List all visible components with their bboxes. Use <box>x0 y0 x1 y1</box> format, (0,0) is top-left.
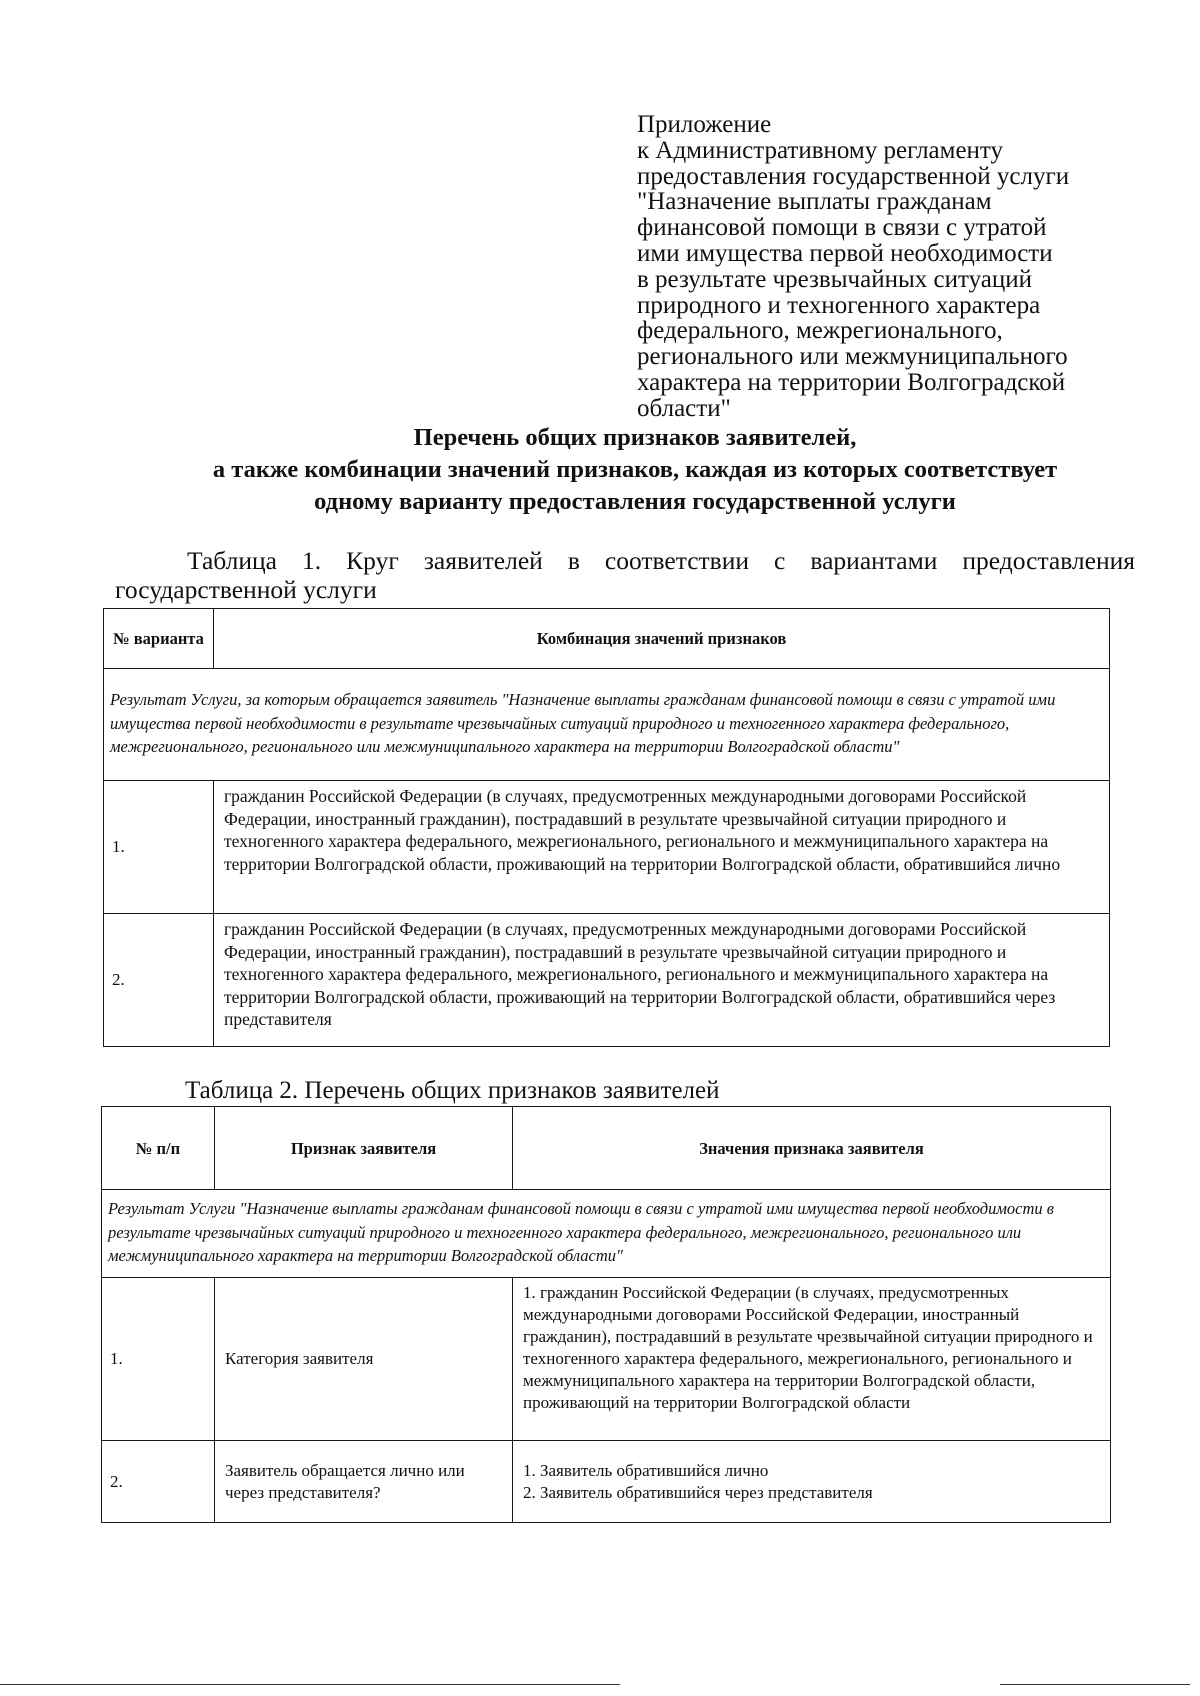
table2-caption: Таблица 2. Перечень общих признаков заявителей <box>185 1077 720 1104</box>
table1-caption: Таблица 1. Круг заявителей в соответствии с вариантами предоставления государственной услуги <box>115 546 1135 604</box>
variant-number: 2. <box>104 914 214 1047</box>
sign-name: Заявитель обращается лично или через представителя? <box>215 1441 513 1523</box>
appendix-line: федерального, межрегионального, <box>637 317 1003 345</box>
appendix-line: финансовой помощи в связи с утратой <box>637 214 1047 242</box>
service-result-row: Результат Услуги "Назначение выплаты гражданам финансовой помощи в связи с утратой ими имущества первой необходимости в результате чрезвычайных ситуаций природного и техногенного характера федерального, межрегионального, регионального или межмуниципального характера на территории Волгоградской области" <box>102 1190 1111 1278</box>
appendix-line: ими имущества первой необходимости <box>637 239 1053 267</box>
sign-number: 2. <box>102 1441 215 1523</box>
appendix-line: к Административному регламенту <box>637 136 1004 164</box>
column-header-values: Значения признака заявителя <box>513 1107 1111 1190</box>
table-row <box>104 914 1110 1047</box>
sign-values: 1. гражданин Российской Федерации (в случаях, предусмотренных международными договорами Российской Федерации, иностранный гражданин), пострадавший в результате чрезвычайной ситуации природного и техногенного характера федерального, межрегионального, регионального и межмуниципального характера на территории Волгоградской области, проживающий на территории Волгоградской области <box>513 1278 1111 1441</box>
appendix-line: Приложение <box>637 111 772 138</box>
table-row <box>104 781 1110 914</box>
appendix-line: характера на территории Волгоградской <box>637 368 1066 396</box>
sign-number: 1. <box>102 1278 215 1441</box>
variant-description: гражданин Российской Федерации (в случаях, предусмотренных международными договорами Российской Федерации, иностранный гражданин), пострадавший в результате чрезвычайной ситуации природного и техногенного характера федерального, межрегионального, регионального и межмуниципального характера на территории Волгоградской области, проживающий на территории Волгоградской области, обратившийся через представителя <box>214 914 1110 1047</box>
variants-table <box>103 608 1110 1047</box>
title-line-3: одному варианту предоставления государственной услуги <box>314 488 956 515</box>
column-header-variant: № варианта <box>104 609 214 669</box>
scan-edge-line <box>0 1684 620 1685</box>
appendix-line: области" <box>637 394 731 422</box>
service-result-row: Результат Услуги, за которым обращается заявитель "Назначение выплаты гражданам финансовой помощи в связи с утратой ими имущества первой необходимости в результате чрезвычайных ситуаций природного и техногенного характера федерального, межрегионального, регионального или межмуниципального характера на территории Волгоградской области" <box>104 669 1110 781</box>
appendix-line: регионального или межмуниципального <box>637 343 1068 371</box>
applicant-signs-table <box>101 1106 1111 1523</box>
appendix-line: предоставления государственной услуги <box>637 162 1070 190</box>
sign-values <box>513 1441 1111 1523</box>
column-header-combination: Комбинация значений признаков <box>214 609 1110 669</box>
variant-description: гражданин Российской Федерации (в случаях, предусмотренных международными договорами Российской Федерации, иностранный гражданин), пострадавший в результате чрезвычайной ситуации природного и техногенного характера федерального, межрегионального, регионального и межмуниципального характера на территории Волгоградской области, проживающий на территории Волгоградской области, обратившийся лично <box>214 781 1110 914</box>
title-line-2: а также комбинации значений признаков, каждая из которых соответствует <box>212 456 1058 483</box>
sign-value-item: 2. Заявитель обратившийся через представителя <box>523 1482 873 1502</box>
table-row <box>102 1441 1111 1523</box>
sign-value-item: 1. Заявитель обратившийся лично <box>523 1460 769 1480</box>
variant-number: 1. <box>104 781 214 914</box>
table-row <box>102 1278 1111 1441</box>
title-line-1: Перечень общих признаков заявителей, <box>413 424 857 451</box>
scan-edge-line <box>1000 1684 1190 1685</box>
appendix-line: в результате чрезвычайных ситуаций <box>637 265 1032 293</box>
column-header-sign: Признак заявителя <box>215 1107 513 1190</box>
appendix-block <box>637 112 1157 422</box>
column-header-number: № п/п <box>102 1107 215 1190</box>
appendix-line: природного и техногенного характера <box>637 291 1041 319</box>
sign-name: Категория заявителя <box>215 1278 513 1441</box>
page-title <box>60 422 1200 518</box>
appendix-line: "Назначение выплаты гражданам <box>637 188 992 216</box>
